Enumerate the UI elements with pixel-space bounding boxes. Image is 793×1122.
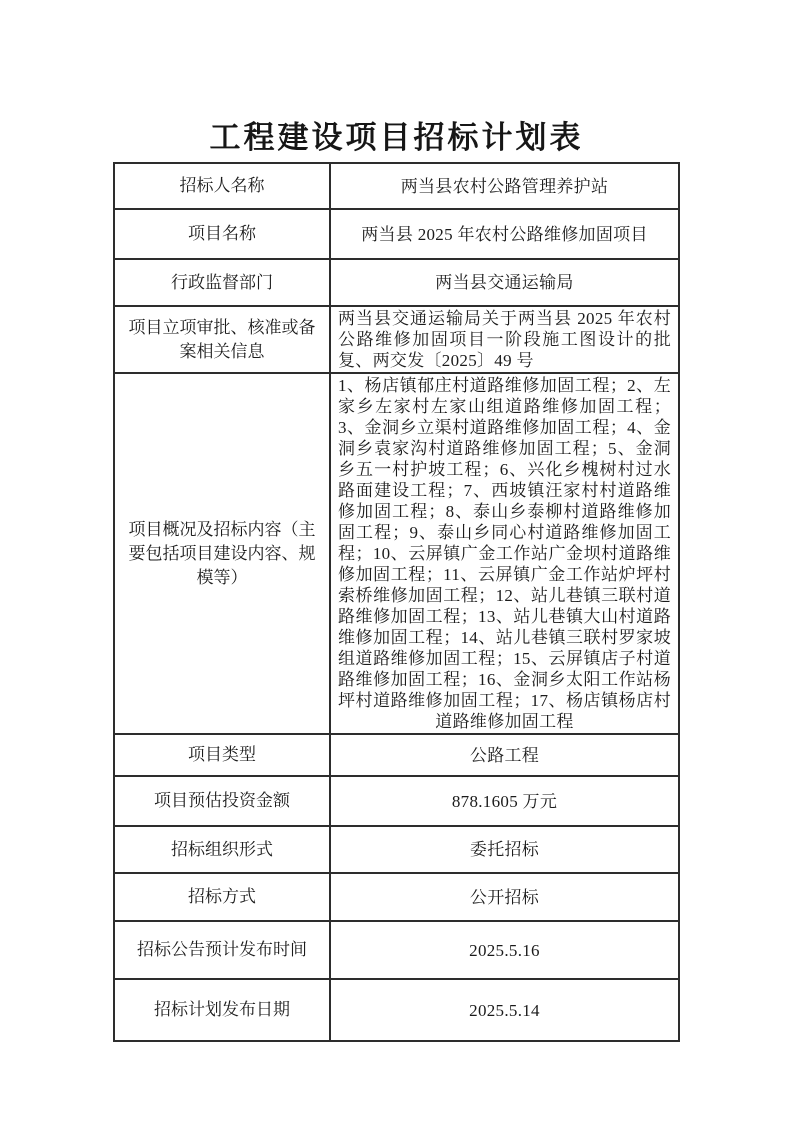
table-row	[114, 734, 679, 776]
page-title: 工程建设项目招标计划表	[209, 120, 584, 155]
table-row	[114, 979, 679, 1041]
table-row	[114, 826, 679, 873]
table-row	[114, 259, 679, 306]
row-value: 两当县 2025 年农村公路维修加固项目	[330, 209, 679, 259]
row-label: 项目类型	[114, 734, 330, 776]
table-row	[114, 209, 679, 259]
row-value: 1、杨店镇郁庄村道路维修加固工程；2、左家乡左家村左家山组道路维修加固工程；3、金洞乡立渠村道路维修加固工程；4、金洞乡袁家沟村道路维修加固工程；5、金洞乡五一村护坡工程；6、兴化乡槐树村过水路面建设工程；7、西坡镇汪家村村道路维修加固工程；8、泰山乡泰柳村道路维修加固工程；9、泰山乡同心村道路维修加固工程；10、云屏镇广金工作站广金坝村道路维修加固工程；11、云屏镇广金工作站炉坪村索桥维修加固工程；12、站儿巷镇三联村道路维修加固工程；13、站儿巷镇大山村道路维修加固工程；14、站儿巷镇三联村罗家坡组道路维修加固工程；15、云屏镇店子村道路维修加固工程；16、金洞乡太阳工作站杨坪村道路维修加固工程；17、杨店镇杨店村道路维修加固工程	[330, 373, 679, 734]
row-label: 项目名称	[114, 209, 330, 259]
row-value: 2025.5.16	[330, 921, 679, 979]
row-label: 招标组织形式	[114, 826, 330, 873]
row-value: 两当县农村公路管理养护站	[330, 163, 679, 209]
row-value: 2025.5.14	[330, 979, 679, 1041]
table-body	[114, 163, 679, 1041]
row-label: 项目概况及招标内容（主要包括项目建设内容、规模等）	[114, 373, 330, 734]
table-row	[114, 776, 679, 826]
row-value: 公开招标	[330, 873, 679, 921]
row-value: 两当县交通运输局	[330, 259, 679, 306]
table-row	[114, 163, 679, 209]
row-value: 878.1605 万元	[330, 776, 679, 826]
row-value: 两当县交通运输局关于两当县 2025 年农村公路维修加固项目一阶段施工图设计的批复、两交发〔2025〕49 号	[330, 306, 679, 373]
row-label: 行政监督部门	[114, 259, 330, 306]
table-row	[114, 873, 679, 921]
row-label: 招标方式	[114, 873, 330, 921]
row-value: 委托招标	[330, 826, 679, 873]
table-row	[114, 306, 679, 373]
table-row	[114, 921, 679, 979]
row-label: 项目立项审批、核准或备案相关信息	[114, 306, 330, 373]
row-label: 项目预估投资金额	[114, 776, 330, 826]
bidding-plan-table	[113, 162, 680, 1042]
row-label: 招标人名称	[114, 163, 330, 209]
row-label: 招标计划发布日期	[114, 979, 330, 1041]
row-value: 公路工程	[330, 734, 679, 776]
table-row	[114, 373, 679, 734]
row-label: 招标公告预计发布时间	[114, 921, 330, 979]
